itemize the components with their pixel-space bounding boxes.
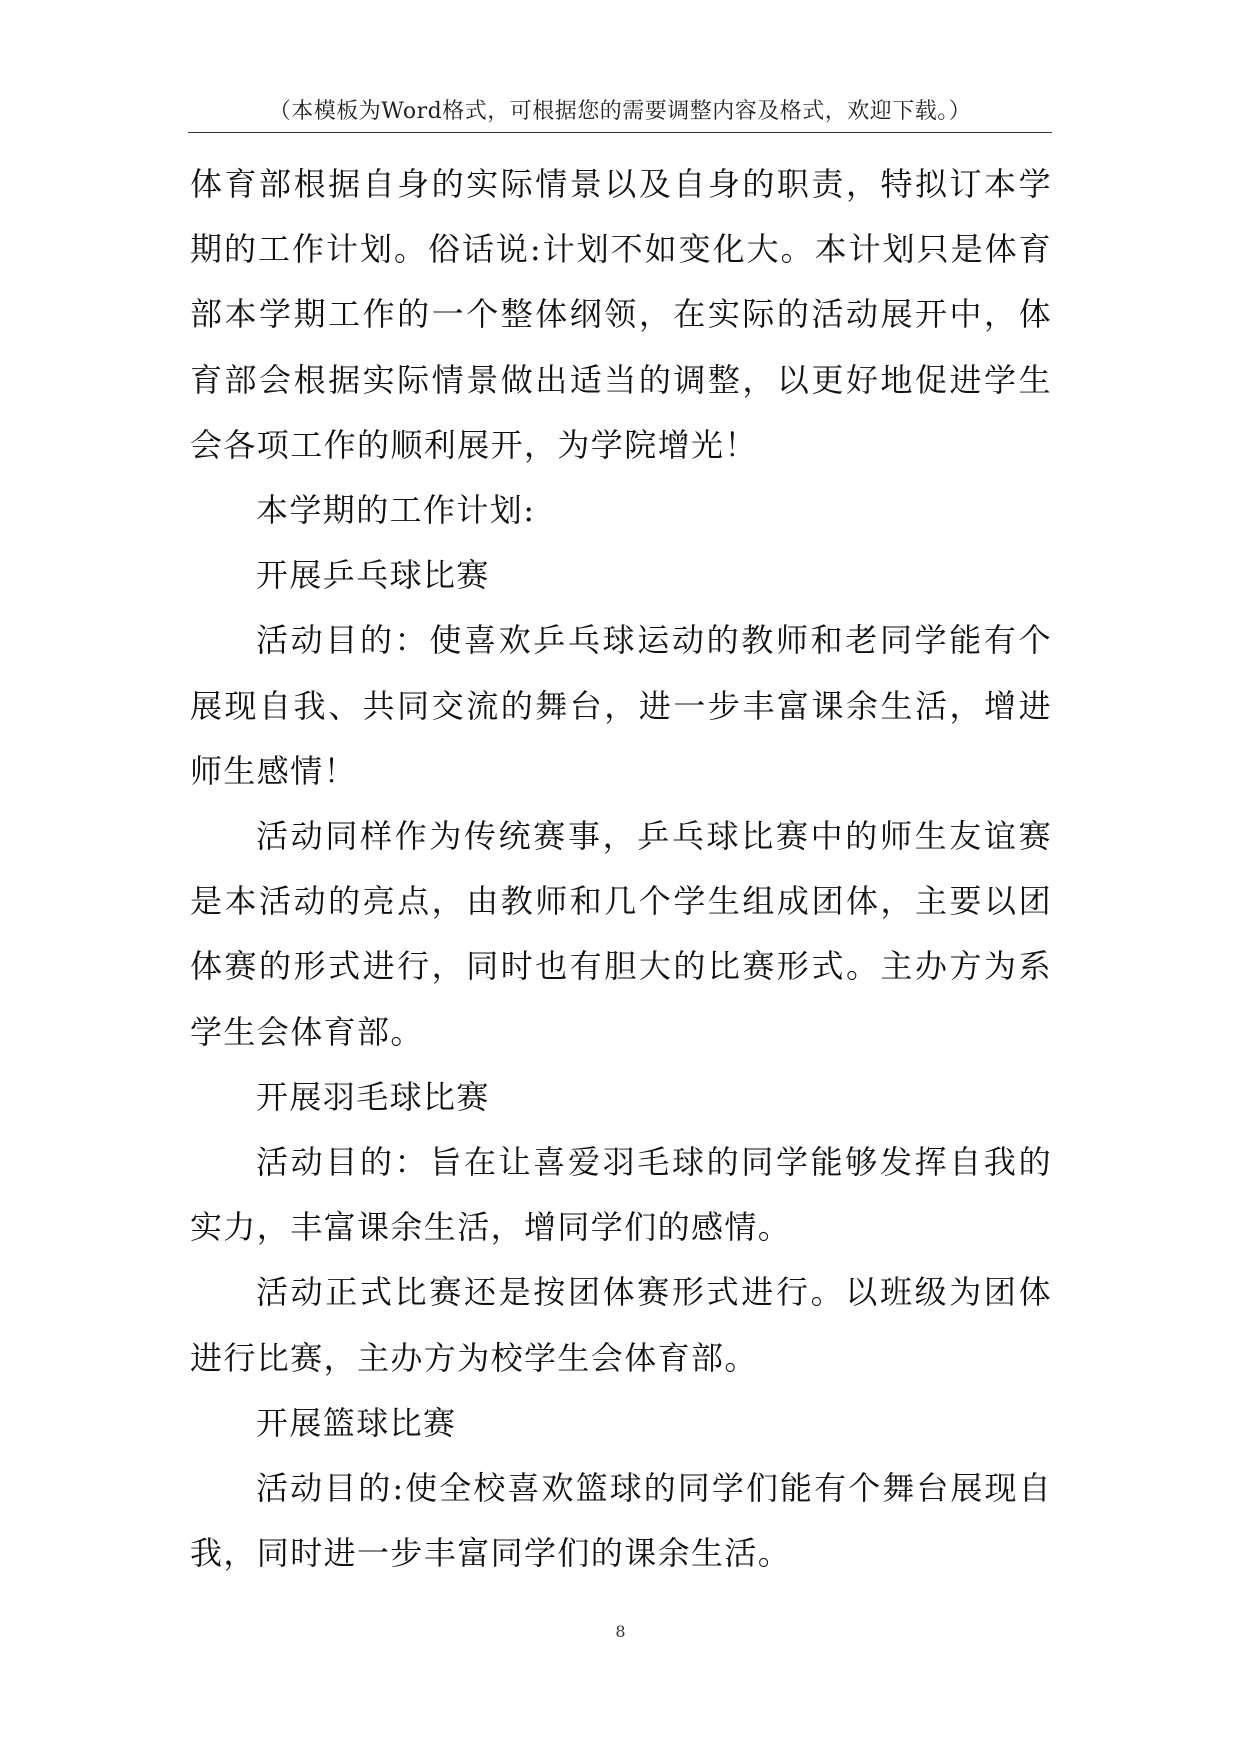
badminton-details: 活动正式比赛还是按团体赛形式进行。以班级为团体进行比赛，主办方为校学生会体育部。	[190, 1273, 1052, 1377]
header-divider	[188, 132, 1052, 133]
table-tennis-details: 活动同样作为传统赛事，乒乓球比赛中的师生友谊赛是本活动的亮点，由教师和几个学生组成团体，主要以团体赛的形式进行，同时也有胆大的比赛形式。主办方为系学生会体育部。	[190, 817, 1052, 1051]
badminton-purpose: 活动目的：旨在让喜爱羽毛球的同学能够发挥自我的实力，丰富课余生活，增同学们的感情。	[190, 1143, 1052, 1247]
section-heading-table-tennis: 开展乒乓球比赛	[256, 556, 490, 595]
template-header-note: （本模板为Word格式，可根据您的需要调整内容及格式，欢迎下载。）	[268, 99, 972, 124]
intro-paragraph: 体育部根据自身的实际情景以及自身的职责，特拟订本学期的工作计划。俗话说:计划不如变化大。本计划只是体育部本学期工作的一个整体纲领，在实际的活动展开中，体育部会根据实际情景做出适当的调整，以更好地促进学生会各项工作的顺利展开，为学院增光！	[190, 165, 1052, 464]
page-number: 8	[615, 1622, 626, 1641]
section-heading-badminton: 开展羽毛球比赛	[256, 1077, 490, 1116]
section-heading-basketball: 开展篮球比赛	[256, 1403, 457, 1442]
document-body	[190, 152, 1052, 1586]
plan-heading: 本学期的工作计划:	[256, 491, 536, 530]
table-tennis-purpose: 活动目的：使喜欢乒乓球运动的教师和老同学能有个展现自我、共同交流的舞台，进一步丰富课余生活，增进师生感情！	[190, 621, 1052, 790]
basketball-purpose: 活动目的:使全校喜欢篮球的同学们能有个舞台展现自我，同时进一步丰富同学们的课余生活。	[190, 1469, 1052, 1573]
